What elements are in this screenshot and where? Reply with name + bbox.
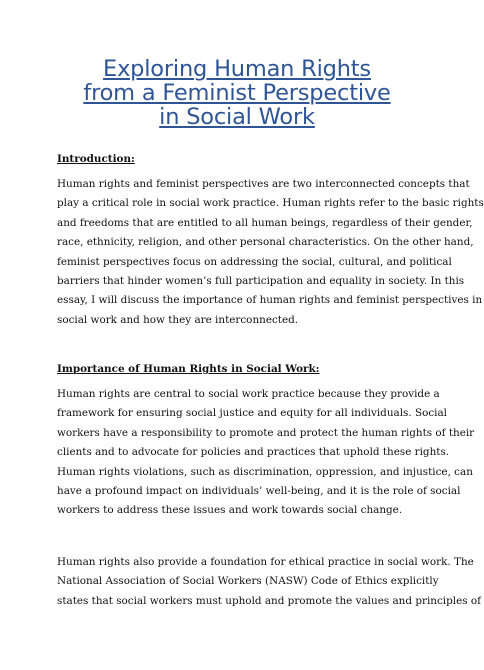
text-line: feminist perspectives focus on addressing the social, cultural, and political (57, 255, 452, 268)
text-line: workers have a responsibility to promote and protect the human rights of their (57, 426, 475, 439)
text-line: barriers that hinder women’s full participation and equality in society. In this (57, 275, 465, 288)
text-line: states that social workers must uphold and promote the values and principles of (57, 594, 481, 607)
paragraph-ethics (57, 553, 481, 611)
title-line: in Social Work (159, 104, 315, 130)
paragraph-introduction (57, 175, 484, 330)
section-heading-importance: Importance of Human Rights in Social Work: (57, 363, 320, 375)
paragraph-importance (57, 385, 475, 521)
section-heading-introduction: Introduction: (57, 153, 135, 165)
document-title (40, 57, 434, 129)
text-line: Human rights and feminist perspectives are two interconnected concepts that (57, 178, 470, 190)
text-line: play a critical role in social work practice. Human rights refer to the basic rights (57, 197, 484, 210)
text-line: social work and how they are interconnected. (57, 313, 299, 326)
text-line: framework for ensuring social justice and equity for all individuals. Social (57, 407, 448, 420)
text-line: workers to address these issues and work towards social change. (57, 504, 403, 517)
text-line: essay, I will discuss the importance of human rights and feminist perspectives in (57, 294, 483, 307)
title-line: Exploring Human Rights (103, 56, 371, 82)
text-line: Human rights also provide a foundation for ethical practice in social work. The (57, 556, 474, 568)
text-line: Human rights are central to social work practice because they provide a (57, 388, 440, 400)
text-line: and freedoms that are entitled to all human beings, regardless of their gender, (57, 216, 473, 229)
text-line: race, ethnicity, religion, and other personal characteristics. On the other hand, (57, 236, 474, 249)
text-line: clients and to advocate for policies and practices that uphold these rights. (57, 446, 450, 459)
text-line: National Association of Social Workers (NASW) Code of Ethics explicitly (57, 575, 439, 588)
title-line: from a Feminist Perspective (83, 80, 391, 106)
text-line: Human rights violations, such as discrimination, oppression, and injustice, can (57, 465, 473, 478)
text-line: have a profound impact on individuals’ well-being, and it is the role of social (57, 485, 461, 498)
